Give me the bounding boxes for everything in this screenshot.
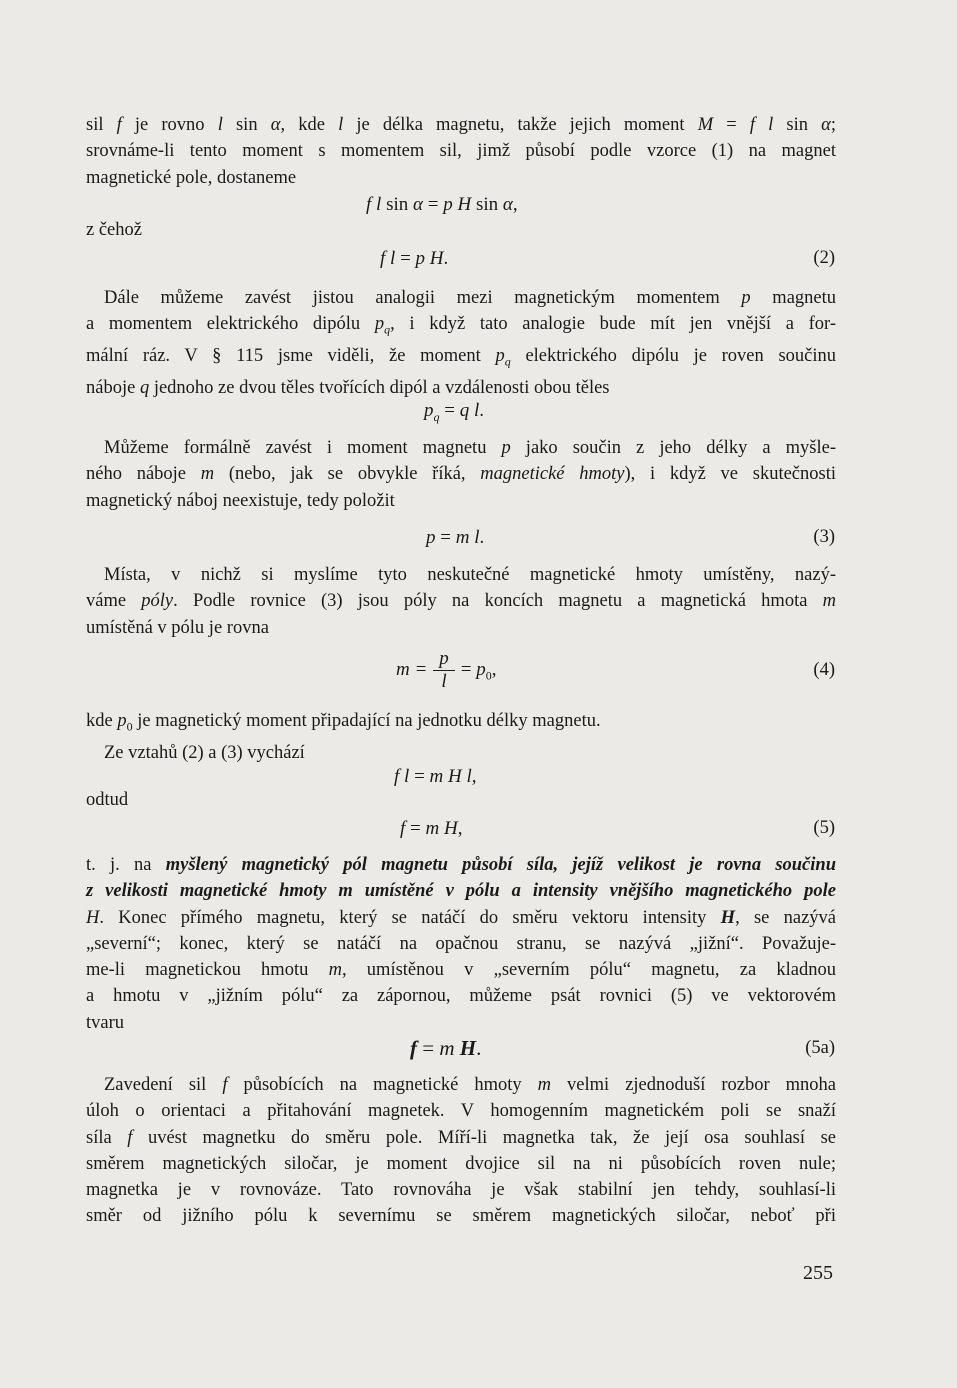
equation-3: p = m l. <box>426 527 485 548</box>
equation-5a: f = m H. <box>410 1036 482 1060</box>
equation-number-2: (2) <box>813 248 835 268</box>
equation-number-5a: (5a) <box>805 1038 835 1058</box>
equation-4: m = $\frac{p}{l}$ = $p_0$, <box>396 648 497 692</box>
fraction-denominator: l <box>441 671 447 692</box>
paragraph-2: Dále můžeme zavést jistou analogii mezi magnetickým momentem p magnetu a momentem elektrického dipólu $p_q$, i když tato analogie bude mít jen vnější a for- mální ráz. V § 115 jsme viděli, že moment $p_q$ elektrického dipólu je roven součinu náboje q jednoho ze dvou těles tvořících dipól a vzdálenosti obou těles <box>86 288 837 399</box>
equation-flmhl: f l = m H l, <box>394 766 477 787</box>
paragraph-3: Můžeme formálně zavést i moment magnetu p jako součin z jeho délky a myšle- ného náboje m (nebo, jak se obvykle říká, magnetické hmoty), i když ve skutečnosti magnetický náboj neexistuje, tedy položit <box>86 438 836 511</box>
equation-2: f l = p H. <box>380 248 449 269</box>
equation-number-3: (3) <box>813 527 835 547</box>
equation-5: f = m H, <box>400 818 463 839</box>
page-number: 255 <box>803 1262 833 1284</box>
equation-pq: $p_q = q$ l. <box>424 400 484 424</box>
fraction-numerator: p <box>433 648 455 671</box>
paragraph-7: Zavedení sil f působících na magnetické hmoty m velmi zjednoduší rozbor mnoha úloh o orientaci a přitahování magnetek. V homogenním magnetickém poli se snaží síla f uvést magnetku do směru pole. Míří-li magnetka tak, že její osa souhlasí se směrem magnetických siločar, je moment dvojice sil na ni působících roven nule; magnetka je v rovnováze. Tato rovnováha je však stabilní jen tehdy, souhlasí-li směr od jižního pólu k severnímu se směrem magnetických siločar, neboť při <box>86 1075 836 1227</box>
label-odtud: odtud <box>86 790 129 810</box>
equation-number-4: (4) <box>813 660 835 680</box>
paragraph-6: t. j. na myšlený magnetický pól magnetu působí síla, jejíž velikost je rovna součinu z velikosti magnetické hmoty m umístěné v pólu a intensity vnějšího magnetického pole H. Konec přímého magnetu, který se natáčí do směru vektoru intensity H, se nazývá „severní“; konec, který se natáčí na opačnou stranu, se nazývá „jižní“. Považuje- me-li magnetickou hmotu m, umístěnou v „severním pólu“ magnetu, za kladnou a hmotu v „jižním pólu“ za zápornou, můžeme psát rovnici (5) ve vektorovém tvaru <box>86 855 837 1033</box>
paragraph-4: Místa, v nichž si myslíme tyto neskutečné magnetické hmoty umístěny, nazý- váme póly. Podle rovnice (3) jsou póly na koncích magnetu a magnetická hmota m umístěná v pólu je rovna <box>86 565 837 638</box>
label-z-cehoz: z čehož <box>86 220 142 240</box>
equation-number-5: (5) <box>813 818 835 838</box>
paragraph-5: kde $p_0$ je magnetický moment připadající na jednotku délky magnetu. Ze vztahů (2) a (3) vychází <box>86 711 601 763</box>
equation-1: f l sin α = p H sin α, <box>366 194 518 215</box>
paragraph-1: sil f je rovno l sin α, kde l je délka magnetu, takže jejich moment M = f l sin α; srovnáme-li tento moment s momentem sil, jimž působí podle vzorce (1) na magnet magnetické pole, dostaneme <box>86 115 836 188</box>
